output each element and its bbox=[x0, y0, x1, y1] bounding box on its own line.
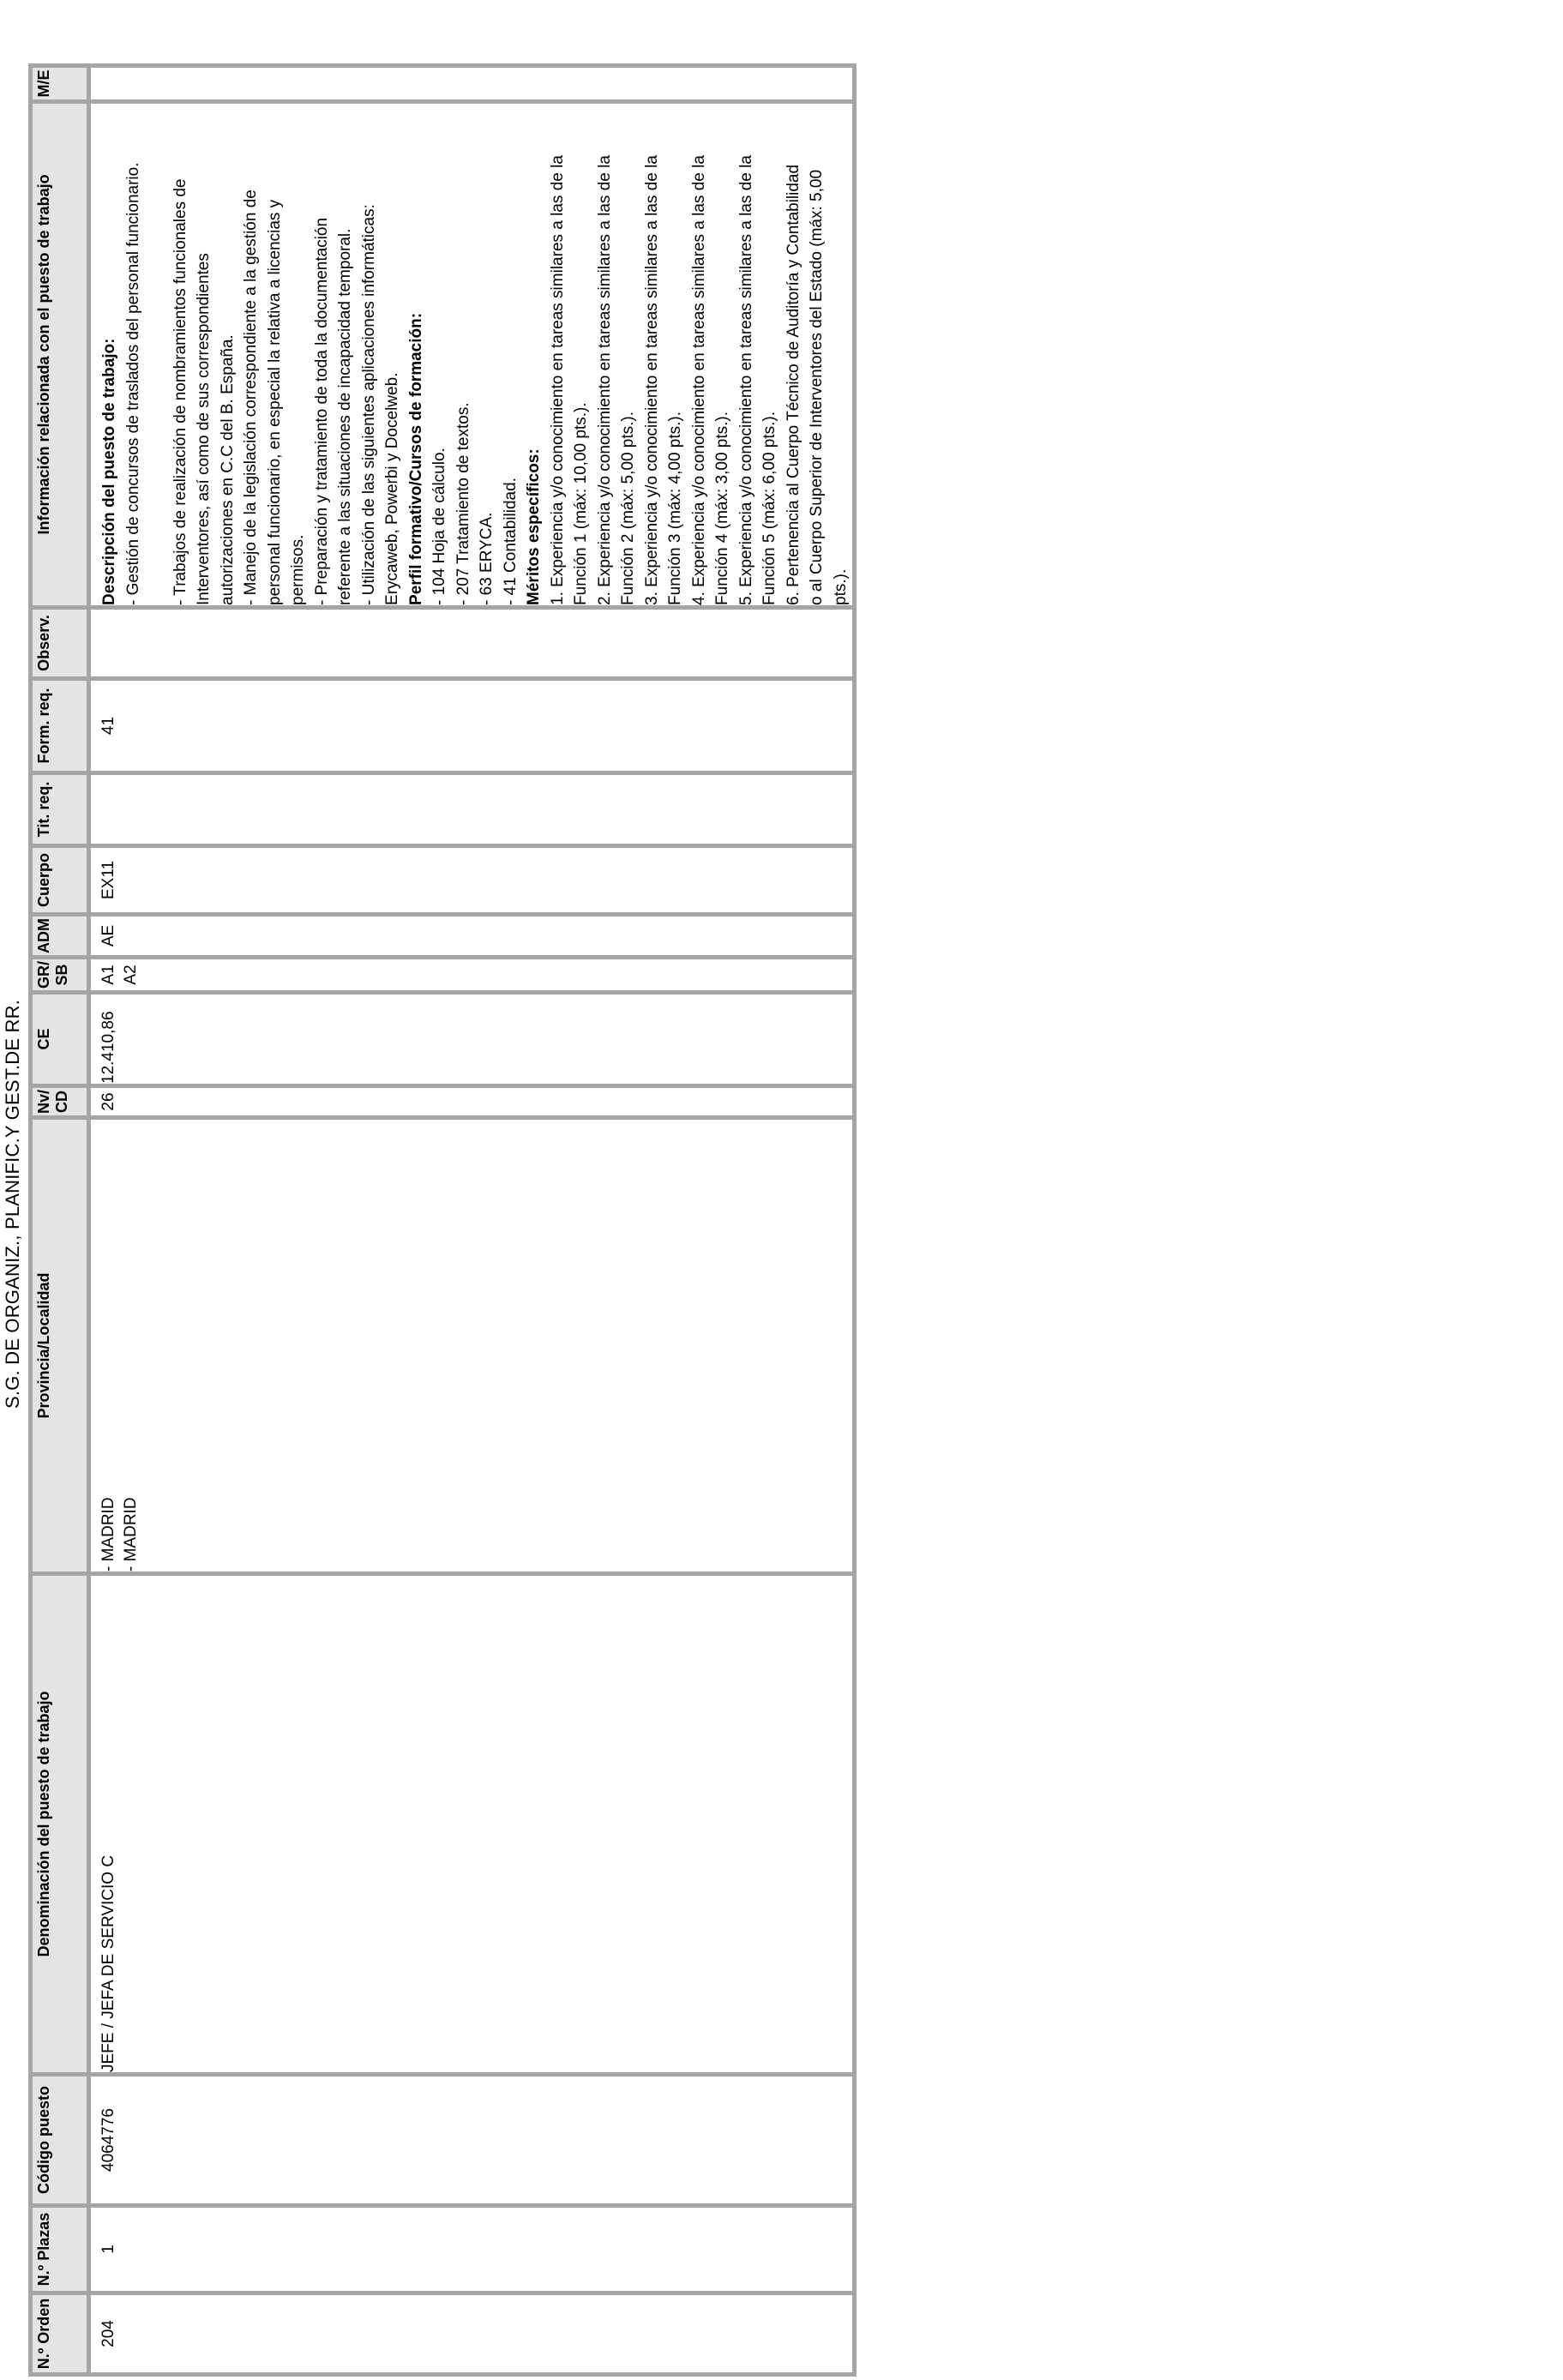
value-provincia-line-1: - MADRID bbox=[99, 1497, 117, 1572]
info-line: personal funcionario, en especial la relativa a licencias y bbox=[265, 199, 284, 605]
value-cuerpo: EX11 bbox=[99, 860, 117, 900]
cell-gr-sb bbox=[89, 957, 855, 992]
info-line: 5. Experiencia y/o conocimiento en tareas similares a las de la bbox=[736, 155, 755, 605]
info-line: - 41 Contabilidad. bbox=[501, 478, 520, 605]
col-header-adm: ADM bbox=[31, 914, 89, 957]
info-line: - Manejo de la legislación correspondiente a la gestión de bbox=[242, 189, 260, 605]
info-line: - 104 Hoja de cálculo. bbox=[430, 448, 448, 605]
col-header-denominacion: Denominación del puesto de trabajo bbox=[31, 1574, 89, 2075]
info-line: - 63 ERYCA. bbox=[478, 512, 496, 605]
header-line-nv: Nv/ bbox=[35, 1089, 52, 1114]
cell-informacion bbox=[89, 101, 855, 607]
value-ce: 12.410,86 bbox=[99, 1011, 117, 1084]
value-form-req: 41 bbox=[99, 716, 117, 736]
cell-nv-cd bbox=[89, 1085, 855, 1117]
info-line: - Utilización de las siguientes aplicaciones informáticas: bbox=[359, 204, 378, 605]
info-line: Función 1 (máx: 10,00 pts.). bbox=[572, 402, 590, 605]
col-header-provincia-localidad: Provincia/Localidad bbox=[31, 1118, 89, 1574]
cell-cuerpo bbox=[89, 845, 855, 914]
info-line: Interventores, así como de sus correspondientes bbox=[195, 253, 213, 605]
info-line: Perfil formativo/Cursos de formación: bbox=[406, 312, 425, 605]
value-codigo-puesto: 4064776 bbox=[99, 2108, 117, 2172]
cell-num-orden bbox=[89, 2293, 855, 2375]
cell-ce bbox=[89, 992, 855, 1085]
col-header-codigo-puesto: Código puesto bbox=[31, 2075, 89, 2206]
cell-form-req bbox=[89, 678, 855, 772]
col-header-nv-cd bbox=[31, 1085, 89, 1117]
cell-provincia-localidad bbox=[89, 1118, 855, 1574]
col-header-cuerpo: Cuerpo bbox=[31, 845, 89, 914]
value-gr-sb-line-1: A1 bbox=[99, 965, 117, 985]
col-header-informacion: Información relacionada con el puesto de trabajo bbox=[31, 101, 89, 607]
info-line: Función 2 (máx: 5,00 pts.). bbox=[619, 411, 637, 605]
section-title: S.G. DE ORGANIZ., PLANIFIC.Y GEST.DE RR. bbox=[2, 999, 23, 1409]
cell-me bbox=[89, 65, 855, 101]
col-header-num-orden: N.º Orden bbox=[31, 2293, 89, 2375]
value-provincia-line-2: - MADRID bbox=[122, 1497, 140, 1572]
job-positions-table bbox=[28, 63, 857, 2377]
info-line: 1. Experiencia y/o conocimiento en tareas similares a las de la bbox=[548, 155, 567, 605]
info-line: 4. Experiencia y/o conocimiento en tareas similares a las de la bbox=[689, 155, 708, 605]
cell-observ bbox=[89, 607, 855, 678]
value-num-plazas: 1 bbox=[99, 2245, 117, 2254]
cell-denominacion bbox=[89, 1574, 855, 2075]
cell-tit-req bbox=[89, 772, 855, 845]
info-line: 3. Experiencia y/o conocimiento en tareas similares a las de la bbox=[642, 155, 661, 605]
info-line: referente a las situaciones de incapacidad temporal. bbox=[336, 228, 354, 605]
info-line: - Gestión de concursos de traslados del personal funcionario. bbox=[123, 162, 142, 605]
info-line: - Trabajos de realización de nombramientos funcionales de bbox=[171, 178, 189, 605]
position-row-204 bbox=[89, 65, 855, 2374]
header-line-sb: SB bbox=[53, 964, 70, 986]
info-line: o al Cuerpo Superior de Interventores del Estado (máx: 5,00 bbox=[808, 169, 826, 605]
info-line: Méritos específicos: bbox=[525, 448, 543, 605]
info-line: pts.). bbox=[831, 568, 850, 605]
col-header-gr-sb bbox=[31, 957, 89, 992]
info-line: Erycaweb, Powerbi y Docelweb. bbox=[383, 372, 401, 605]
col-header-num-plazas: N.º Plazas bbox=[31, 2206, 89, 2293]
info-line: Función 5 (máx: 6,00 pts.). bbox=[760, 411, 778, 605]
col-header-me: M/E bbox=[31, 65, 89, 101]
cell-codigo-puesto bbox=[89, 2075, 855, 2206]
info-line: - 207 Tratamiento de textos. bbox=[454, 402, 472, 605]
info-line: autorizaciones en C.C del B. España. bbox=[218, 334, 237, 605]
info-line bbox=[145, 104, 169, 605]
info-line: Función 3 (máx: 4,00 pts.). bbox=[666, 411, 684, 605]
value-nv-cd: 26 bbox=[99, 1092, 117, 1111]
info-line: - Preparación y tratamiento de toda la documentación bbox=[312, 217, 331, 605]
header-line-cd: CD bbox=[53, 1091, 70, 1113]
value-denominacion: JEFE / JEFA DE SERVICIO C bbox=[99, 1854, 117, 2072]
info-line: 2. Experiencia y/o conocimiento en tareas similares a las de la bbox=[595, 155, 614, 605]
value-gr-sb-line-2: A2 bbox=[122, 965, 140, 985]
col-header-form-req: Form. req. bbox=[31, 678, 89, 772]
info-line: Descripción del puesto de trabajo: bbox=[100, 338, 118, 605]
cell-num-plazas bbox=[89, 2206, 855, 2293]
header-line-gr: GR/ bbox=[35, 960, 52, 989]
col-header-observ: Observ. bbox=[31, 607, 89, 678]
info-line: permisos. bbox=[289, 534, 307, 605]
value-adm: AE bbox=[99, 924, 117, 947]
col-header-tit-req: Tit. req. bbox=[31, 772, 89, 845]
cell-adm bbox=[89, 914, 855, 957]
col-header-ce: CE bbox=[31, 992, 89, 1085]
info-line: Función 4 (máx: 3,00 pts.). bbox=[713, 411, 731, 605]
header-row bbox=[31, 65, 89, 2374]
value-num-orden: 204 bbox=[99, 2320, 117, 2347]
info-line: 6. Pertenencia al Cuerpo Técnico de Auditoría y Contabilidad bbox=[784, 164, 803, 605]
